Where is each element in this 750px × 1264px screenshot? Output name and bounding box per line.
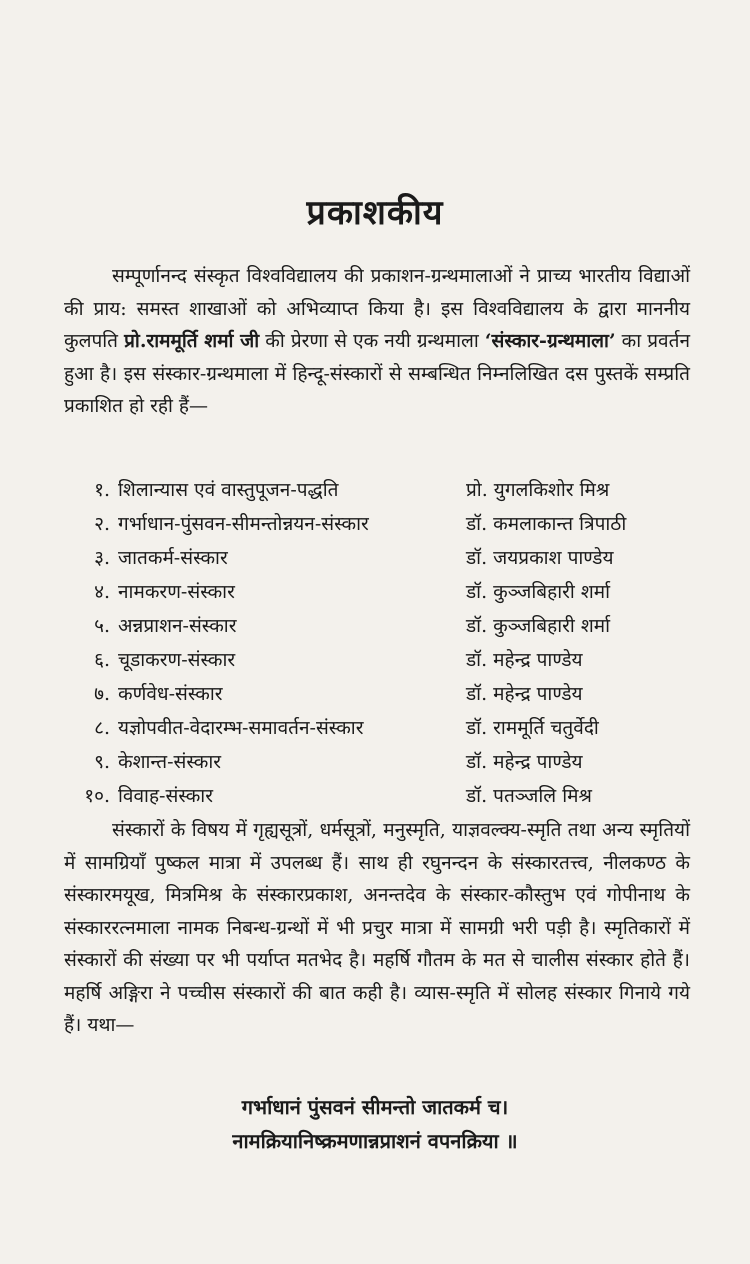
verse-line-1: गर्भाधानं पुंसवनं सीमन्तो जातकर्म च। [241,1095,509,1119]
verse-line-2: नामक्रियानिष्क्रमणान्नप्राशनं वपनक्रिया ॥ [232,1129,518,1153]
book-author: डॉ. कमलाकान्त त्रिपाठी [466,513,627,535]
book-title: कर्णवेध-संस्कार [118,683,223,705]
book-title: चूडाकरण-संस्कार [118,649,236,671]
body-text: संस्कारों के विषय में गृह्यसूत्रों, धर्मसूत्रों, मनुस्मृति, याज्ञवल्क्य-स्मृति तथा अन्य स्मृतियों में सामग्रियाँ पुष्कल मात्रा में उपलब्ध हैं। साथ ही रघुनन्दन के संस्कारतत्त्व, नीलकण्ठ के संस्कारमयूख, मित्रमिश्र के संस्कारप्रकाश, अनन्तदेव के संस्कार-कौस्तुभ एवं गोपीनाथ के संस्काररत्नमाला नामक निबन्ध-ग्रन्थों में भी प्रचुर मात्रा में सामग्री भरी पड़ी है। स्मृतिकारों में संस्कारों की संख्या पर भी पर्याप्त मतभेद है। महर्षि गौतम के मत से चालीस संस्कार होते हैं। महर्षि अङ्गिरा ने पच्चीस संस्कारों की बात कही है। व्यास-स्मृति में सोलह संस्कार गिनाये गये हैं। यथा— [64,819,690,1036]
book-number: ३. [94,547,110,569]
vice-chancellor-name: प्रो.राममूर्ति शर्मा जी [124,330,260,352]
book-author: डॉ. महेन्द्र पाण्डेय [466,751,583,773]
book-number: १०. [84,785,110,807]
book-number: १. [94,479,110,501]
book-number: ८. [94,717,110,739]
book-title: जातकर्म-संस्कार [118,547,228,569]
book-author: डॉ. जयप्रकाश पाण्डेय [466,547,614,569]
book-author: डॉ. महेन्द्र पाण्डेय [466,649,583,671]
list-item [0,541,750,575]
book-title: गर्भाधान-पुंसवन-सीमन्तोन्नयन-संस्कार [118,513,369,535]
list-item [0,473,750,507]
list-item [0,779,750,813]
book-author: डॉ. कुञ्जबिहारी शर्मा [466,581,611,603]
book-title: अन्नप्राशन-संस्कार [118,615,237,637]
book-number: ६. [94,649,110,671]
book-number: ५. [94,615,110,637]
book-title: विवाह-संस्कार [118,785,213,807]
book-number: ९. [94,751,110,773]
list-item [0,643,750,677]
series-name: ‘संस्कार-ग्रन्थमाला’ [484,330,616,352]
book-author: डॉ. पतञ्जलि मिश्र [466,785,592,807]
intro-paragraph [64,260,690,423]
book-title: शिलान्यास एवं वास्तुपूजन-पद्धति [118,479,339,501]
intro-text-2: की प्रेरणा से एक नयी ग्रन्थमाला [259,330,485,352]
intro-text-3: का प्रवर्तन हुआ है। इस संस्कार-ग्रन्थमाला में हिन्दू-संस्कारों से सम्बन्धित निम्नलिखित दस पुस्तकें सम्प्रति प्रकाशित हो रही हैं— [64,330,691,417]
list-item [0,711,750,745]
book-number: ४. [94,581,110,603]
book-author: डॉ. राममूर्ति चतुर्वेदी [466,717,599,739]
list-item [0,745,750,779]
book-author: डॉ. महेन्द्र पाण्डेय [466,683,583,705]
list-item [0,609,750,643]
book-title: नामकरण-संस्कार [118,581,235,603]
page-title: प्रकाशकीय [306,193,444,233]
list-item [0,575,750,609]
book-author: प्रो. युगलकिशोर मिश्र [466,479,610,501]
book-author: डॉ. कुञ्जबिहारी शर्मा [466,615,611,637]
body-paragraph [64,814,690,1042]
list-item [0,507,750,541]
intro-text-1: सम्पूर्णानन्द संस्कृत विश्वविद्यालय की प्रकाशन-ग्रन्थमालाओं ने प्राच्य भारतीय विद्याओं की प्राय: समस्त शाखाओं को अभिव्याप्त किया है। इस विश्वविद्यालय के द्वारा माननीय कुलपति [64,265,690,352]
book-number: २. [94,513,110,535]
book-title: यज्ञोपवीत-वेदारम्भ-समावर्तन-संस्कार [118,717,364,739]
book-title: केशान्त-संस्कार [118,751,222,773]
book-number: ७. [94,683,110,705]
list-item [0,677,750,711]
